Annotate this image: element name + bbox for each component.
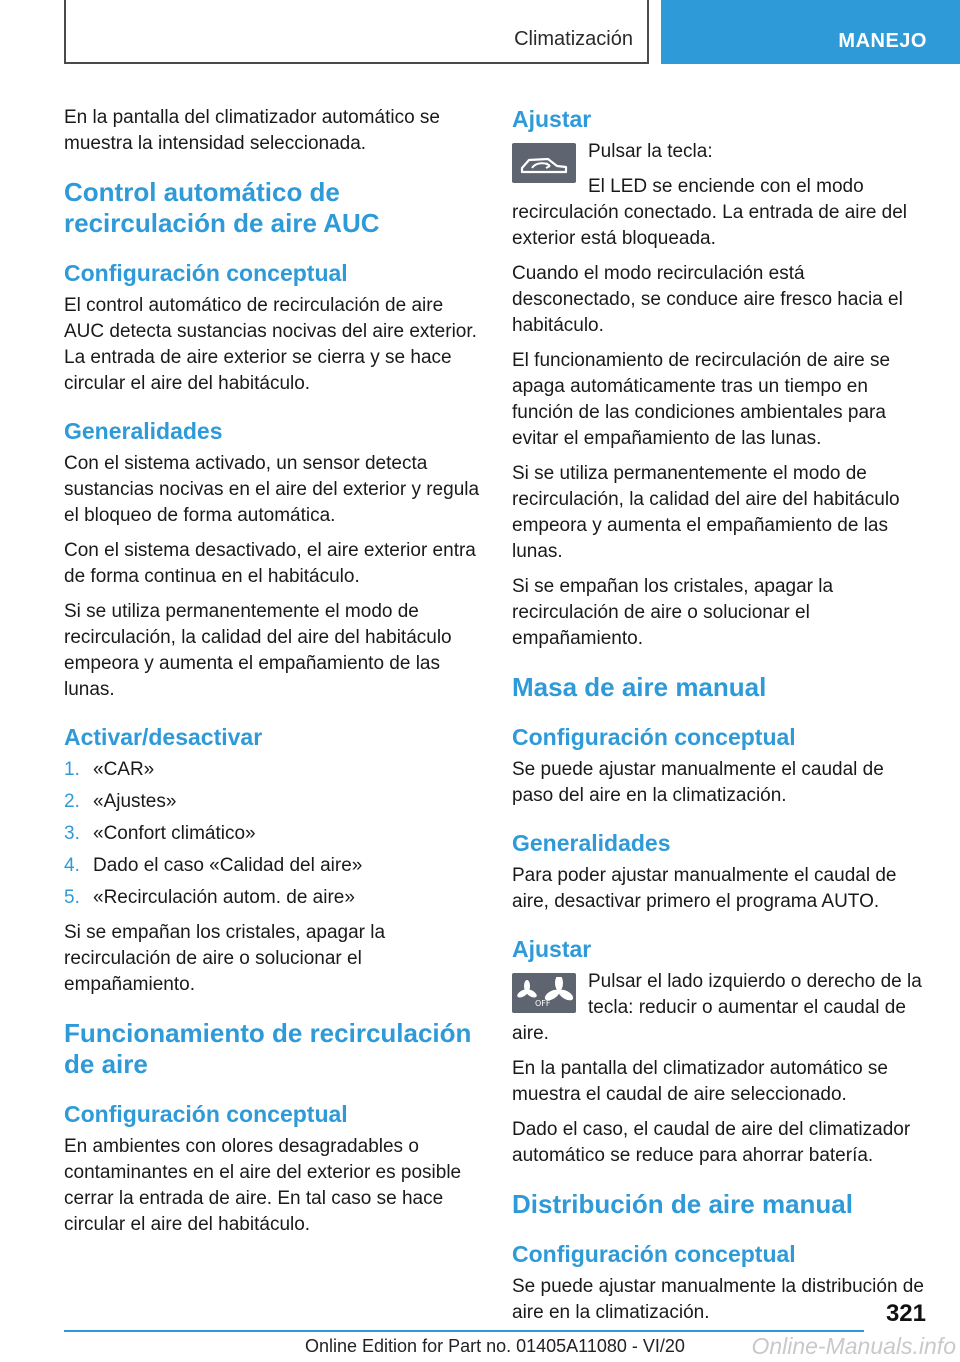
fan-key-icon xyxy=(512,973,576,1013)
fan-key-block xyxy=(512,969,930,1056)
paragraph-general-air-mass: Para poder ajustar manualmente el caudal de aire, desactivar primero el programa AUTO. xyxy=(512,865,897,912)
paragraph-concept-auc: El control automático de recirculación de aire AUC detecta sustancias nocivas del aire exterior. La entrada de aire exterior se cierra y se hace circular el aire del habitáculo. xyxy=(64,295,477,394)
paragraph-led: El LED se enciende con el modo recirculación conectado. La entrada de aire del exterior está bloqueada. xyxy=(512,176,908,249)
heading-concept-air-mass: Configuración conceptual xyxy=(512,724,796,750)
fan-off-label: OFF xyxy=(535,999,551,1008)
paragraph-concept-distribution: Se puede ajustar manualmente la distribución de aire en la climatización. xyxy=(512,1276,924,1323)
heading-distribution: Distribución de aire manual xyxy=(512,1189,853,1219)
intro-paragraph: En la pantalla del climatizador automático se muestra la intensidad seleccionada. xyxy=(64,107,440,154)
watermark[interactable]: Online-Manuals.info xyxy=(751,1333,956,1359)
paragraph-fan-key: Pulsar el lado izquierdo o derecho de la tecla: reducir o aumentar el caudal de aire. xyxy=(512,971,922,1044)
heading-toggle: Activar/desactivar xyxy=(64,724,263,750)
step-item xyxy=(64,757,482,783)
paragraph-toggle-note: Si se empañan los cristales, apagar la recirculación de aire o solucionar el empañamiento. xyxy=(64,922,386,995)
chapter-tab[interactable] xyxy=(661,0,960,64)
heading-adjust-air-mass: Ajustar xyxy=(512,936,592,962)
footer-edition: Online Edition for Part no. 01405A11080 - VI/20 xyxy=(305,1336,685,1356)
page-number: 321 xyxy=(885,1300,926,1327)
recirculation-key-icon xyxy=(512,143,576,183)
heading-auc: Control automático de recirculación de aire AUC xyxy=(64,177,380,238)
left-column xyxy=(64,105,482,1247)
footer-divider xyxy=(64,1330,864,1332)
heading-concept-distribution: Configuración conceptual xyxy=(512,1241,796,1267)
paragraph-display: En la pantalla del climatizador automático se muestra el caudal de aire seleccionado. xyxy=(512,1058,888,1105)
step-item xyxy=(64,853,482,879)
paragraph-auto-off: El funcionamiento de recirculación de aire se apaga automáticamente tras un tiempo en función de las condiciones ambientales para evitar el empañamiento de las lunas. xyxy=(512,350,891,449)
step-number: 4. xyxy=(64,855,80,876)
step-text: Dado el caso «Calidad del aire» xyxy=(93,855,363,876)
recirculation-key-block xyxy=(512,139,930,261)
step-item xyxy=(64,821,482,847)
heading-general-air-mass: Generalidades xyxy=(512,830,671,856)
heading-air-mass: Masa de aire manual xyxy=(512,672,767,702)
step-number: 3. xyxy=(64,823,80,844)
steps-list xyxy=(64,757,482,911)
step-number: 1. xyxy=(64,759,80,780)
paragraph-general-a: Con el sistema activado, un sensor detecta sustancias nocivas en el aire del exterior y regula el bloqueo de forma automática. xyxy=(64,453,480,526)
paragraph-fog: Si se empañan los cristales, apagar la recirculación de aire o solucionar el empañamiento. xyxy=(512,576,834,649)
paragraph-concept-recirculation: En ambientes con olores desagradables o contaminantes en el aire del exterior es posible cerrar la entrada de aire. En tal caso se hace circular el aire del habitáculo. xyxy=(64,1136,462,1235)
step-item xyxy=(64,789,482,815)
paragraph-permanent: Si se utiliza permanentemente el modo de recirculación, la calidad del aire del habitáculo empeora y aumenta el empañamiento de las lunas. xyxy=(512,463,900,562)
chapter-tab-label: MANEJO xyxy=(838,30,927,52)
heading-recirculation: Funcionamiento de recirculación de aire xyxy=(64,1018,472,1079)
heading-general-auc: Generalidades xyxy=(64,418,223,444)
paragraph-battery: Dado el caso, el caudal de aire del climatizador automático se reduce para ahorrar batería. xyxy=(512,1119,911,1166)
step-number: 5. xyxy=(64,887,80,908)
step-text: «Recirculación autom. de aire» xyxy=(93,887,355,908)
header-frame xyxy=(64,0,649,64)
paragraph-general-b: Con el sistema desactivado, el aire exterior entra de forma continua en el habitáculo. xyxy=(64,540,476,587)
paragraph-off: Cuando el modo recirculación está desconectado, se conduce aire fresco hacia el habitáculo. xyxy=(512,263,903,336)
step-number: 2. xyxy=(64,791,80,812)
heading-adjust-recirculation: Ajustar xyxy=(512,106,592,132)
heading-concept-recirculation: Configuración conceptual xyxy=(64,1101,348,1127)
paragraph-concept-air-mass: Se puede ajustar manualmente el caudal de paso del aire en la climatización. xyxy=(512,759,884,806)
paragraph-general-c: Si se utiliza permanentemente el modo de recirculación, la calidad del aire del habitáculo empeora y aumenta el empañamiento de las lunas. xyxy=(64,601,452,700)
section-title: Climatización xyxy=(514,28,633,50)
heading-concept-auc: Configuración conceptual xyxy=(64,260,348,286)
right-column xyxy=(512,105,930,1335)
press-key-text: Pulsar la tecla: xyxy=(588,141,713,162)
step-item xyxy=(64,885,482,911)
step-text: «Confort climático» xyxy=(93,823,256,844)
step-text: «CAR» xyxy=(93,759,155,780)
step-text: «Ajustes» xyxy=(93,791,177,812)
